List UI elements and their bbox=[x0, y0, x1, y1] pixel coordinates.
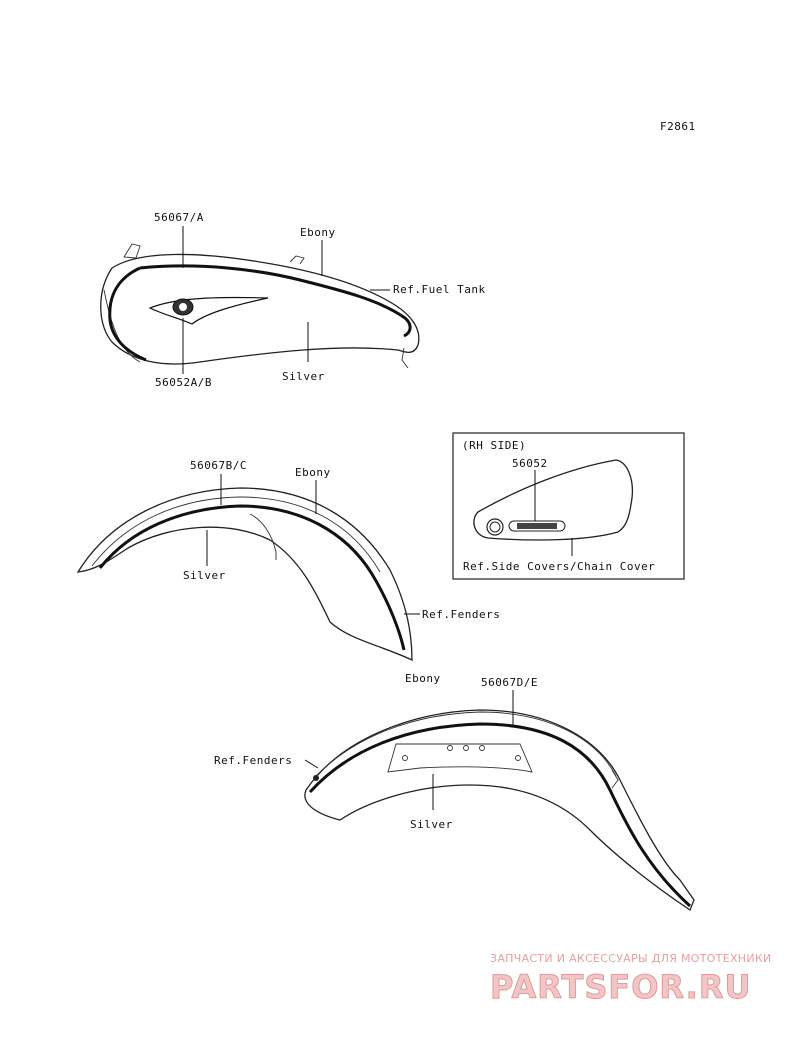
fuel-tank-ref: Ref.Fuel Tank bbox=[393, 283, 486, 296]
side-cover-ref: Ref.Side Covers/Chain Cover bbox=[463, 560, 656, 573]
front-fender-part-number: 56067B/C bbox=[190, 459, 247, 472]
front-fender-drawing bbox=[78, 488, 412, 660]
leader-ref-fenders-rear bbox=[305, 760, 318, 768]
rear-fender-color-top: Ebony bbox=[405, 672, 441, 685]
front-fender-color-bottom: Silver bbox=[183, 569, 226, 582]
rear-fender-color-bottom: Silver bbox=[410, 818, 453, 831]
rear-fender-drawing bbox=[305, 710, 694, 910]
fuel-tank-color-top: Ebony bbox=[300, 226, 336, 239]
fuel-tank-color-bottom: Silver bbox=[282, 370, 325, 383]
fuel-tank-emblem-part-number: 56052A/B bbox=[155, 376, 212, 389]
fuel-tank-drawing bbox=[101, 244, 419, 368]
front-fender-color-top: Ebony bbox=[295, 466, 331, 479]
rear-fender-part-number: 56067D/E bbox=[481, 676, 538, 689]
front-fender-ref: Ref.Fenders bbox=[422, 608, 501, 621]
side-cover-part-number: 56052 bbox=[512, 457, 548, 470]
watermark-tagline: ЗАПЧАСТИ И АКСЕССУАРЫ ДЛЯ МОТОТЕХНИКИ bbox=[490, 952, 772, 965]
fuel-tank-stripe-part-number: 56067/A bbox=[154, 211, 204, 224]
watermark-brand: PARTSFOR.RU bbox=[490, 968, 752, 1006]
figure-code: F2861 bbox=[660, 120, 696, 133]
side-cover-header: (RH SIDE) bbox=[462, 439, 527, 452]
rear-fender-ref: Ref.Fenders bbox=[214, 754, 293, 767]
